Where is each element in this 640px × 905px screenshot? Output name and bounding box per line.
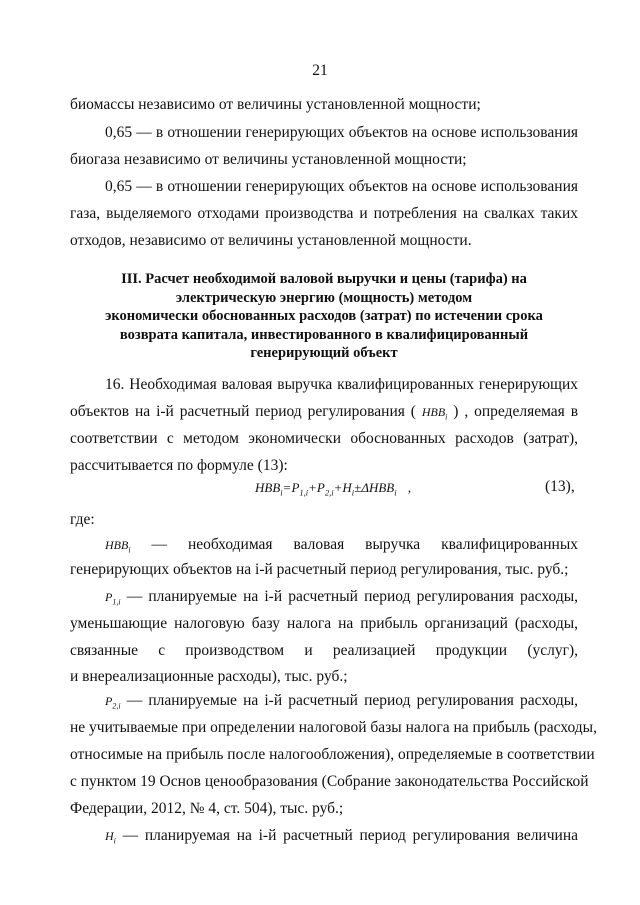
definition-line: уменьшающие налоговую базу налога на прибыль организаций (расходы, [70,615,578,632]
heading-line: экономически обоснованных расходов (затрат) по истечении срока [105,308,543,324]
section-heading [70,270,578,363]
text-line: 0,65 — в отношении генерирующих объектов на основе использования [105,124,578,141]
text-line: биогаза независимо от величины установленной мощности; [70,151,467,168]
formula-number: (13), [545,478,575,495]
hbb-symbol: $HBB_i$ [421,405,448,422]
p1-symbol: $P_{1,i}$ [105,590,121,607]
para16-line: рассчитывается по формуле (13): [70,457,288,474]
text-line: газа, выделяемого отходами производства и потребления на свалках таких [70,205,578,222]
text-line: биомассы независимо от величины установленной мощности; [70,96,481,113]
definition-line: Федерации, 2012, № 4, ст. 504), тыс. руб.; [70,800,344,817]
where-label: где: [70,511,95,528]
definition-line: относимые на прибыль после налогообложения), определяемые в соответствии [70,746,595,763]
hbb-symbol: $HBB_i$ [105,538,131,555]
definition-hbb [105,535,578,560]
heading-line: электрическую энергию (мощность) методом [175,289,473,306]
definition-line: связанные с производством и реализацией продукции (услуг), [70,642,578,659]
definition-p1 [105,587,578,612]
h-symbol: $H_i$ [105,829,116,846]
p2-symbol: $P_{2,i}$ [105,694,121,711]
definition-line: не учитываемые при определении налоговой базы налога на прибыль (расходы, [70,719,597,736]
definition-text: — планируемая на i-й расчетный период регулирования величина [122,827,578,844]
heading-line: возврата капитала, инвестированного в квалифицированный [119,326,529,343]
para16-line: соответствии с методом экономически обоснованных расходов (затрат), [70,430,578,447]
page-number: 21 [312,62,328,79]
text-line: 0,65 — в отношении генерирующих объектов на основе использования [105,178,578,195]
heading-line: генерирующий объект [250,345,398,361]
heading-line: III. Расчет необходимой валовой выручки и цены (тарифа) на [121,271,527,287]
para16-text: объектов на i-й расчетный период регулирования ( [70,403,416,420]
definition-text: — планируемые на i-й расчетный период регулирования расходы, [126,692,578,709]
formula-13: $HBB_i=P_{1,i}+P_{2,i}+H_i\pm\Delta HBB_i$ , [255,480,412,498]
text-line: отходов, независимо от величины установленной мощности. [70,232,472,249]
para16-text: ) , определяемая в [453,403,579,420]
definition-line: и внереализационные расходы), тыс. руб.; [70,668,348,685]
para16-line: 16. Необходимая валовая выручка квалифицированных генерирующих [105,376,578,393]
definition-text: — планируемые на i-й расчетный период регулирования расходы, [126,588,578,605]
definition-line: с пунктом 19 Основ ценообразования (Собрание законодательства Российской [70,773,589,790]
definition-text: — необходимая валовая выручка квалифицированных [151,536,578,553]
definition-line: генерирующих объектов на i-й расчетный период регулирования, тыс. руб.; [70,561,569,578]
definition-h [105,826,578,851]
definition-p2 [105,691,578,716]
para16-line [70,402,578,427]
